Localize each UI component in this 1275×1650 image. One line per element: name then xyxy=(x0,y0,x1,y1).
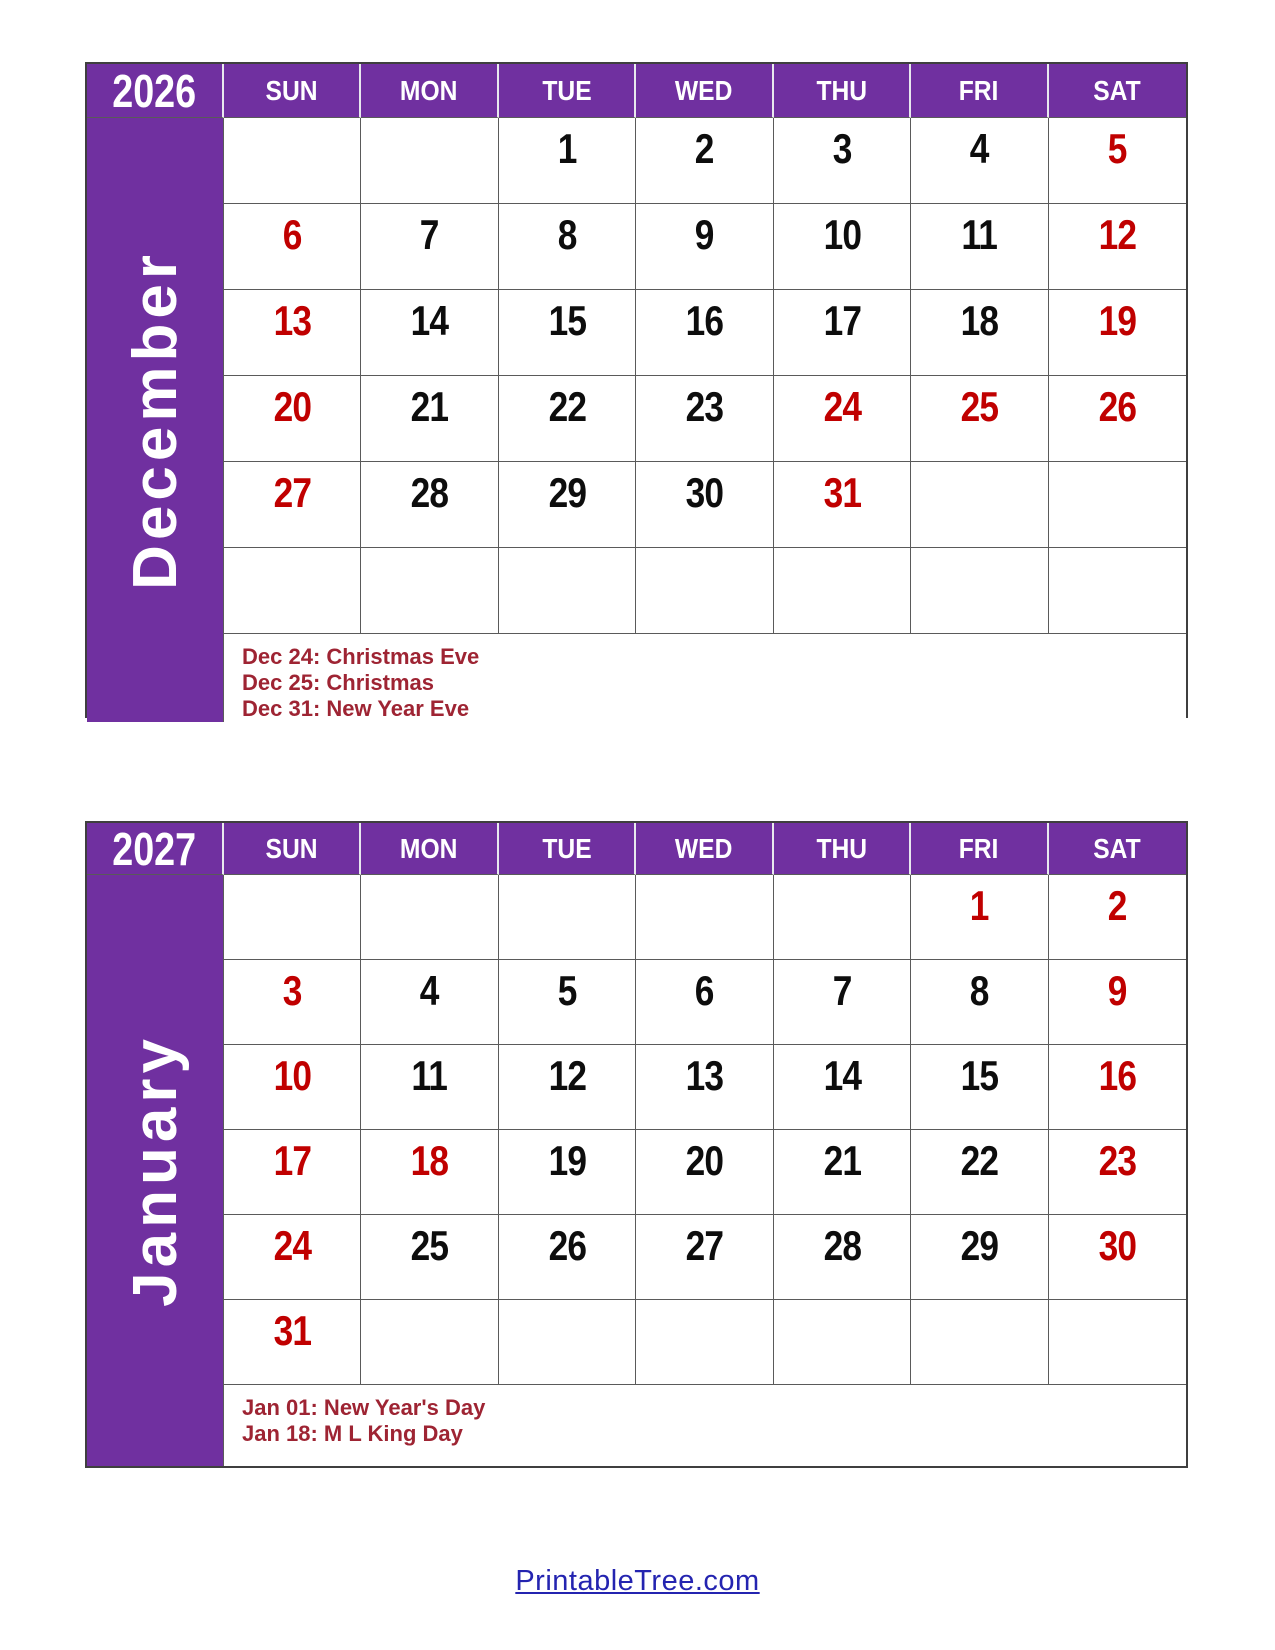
day-cell-january-6 xyxy=(636,960,773,1045)
day-number: 7 xyxy=(420,211,440,258)
day-number: 11 xyxy=(411,1052,448,1099)
day-cell-january-7 xyxy=(774,960,911,1045)
day-cell-january-24 xyxy=(224,1215,361,1300)
day-cell-december-27 xyxy=(224,462,361,548)
day-cell-december-12 xyxy=(1049,204,1186,290)
day-cell-empty xyxy=(224,875,361,960)
day-cell-january-12 xyxy=(499,1045,636,1130)
day-number: 10 xyxy=(273,1052,311,1099)
day-cell-empty xyxy=(499,1300,636,1385)
day-number: 1 xyxy=(969,882,989,929)
day-number: 17 xyxy=(273,1137,311,1184)
day-number: 2 xyxy=(695,125,714,172)
day-cell-empty xyxy=(636,875,773,960)
day-number: 10 xyxy=(823,211,861,258)
day-cell-december-23 xyxy=(636,376,773,462)
day-number: 2 xyxy=(1107,882,1127,929)
day-cell-january-18 xyxy=(361,1130,498,1215)
day-number: 15 xyxy=(548,297,586,344)
day-cell-december-21 xyxy=(361,376,498,462)
day-cell-december-7 xyxy=(361,204,498,290)
day-cell-january-13 xyxy=(636,1045,773,1130)
day-number: 3 xyxy=(282,967,302,1014)
calendar-december-2026 xyxy=(85,62,1188,721)
day-number: 7 xyxy=(832,967,852,1014)
day-number: 4 xyxy=(420,967,440,1014)
day-header-sat xyxy=(1049,823,1186,875)
day-number: 3 xyxy=(832,125,852,172)
day-number: 5 xyxy=(1107,125,1127,172)
day-cell-december-1 xyxy=(499,118,636,204)
day-cell-december-9 xyxy=(636,204,773,290)
day-cell-december-31 xyxy=(774,462,911,548)
day-header-text: SAT xyxy=(1093,74,1141,106)
day-number: 8 xyxy=(557,211,577,258)
day-cell-december-26 xyxy=(1049,376,1186,462)
day-number: 12 xyxy=(548,1052,586,1099)
holiday-note: Dec 24: Christmas Eve xyxy=(242,644,480,669)
day-number: 13 xyxy=(273,297,311,344)
day-cell-december-24 xyxy=(774,376,911,462)
day-number: 24 xyxy=(273,1222,311,1269)
day-cell-january-23 xyxy=(1049,1130,1186,1215)
day-header-fri xyxy=(911,64,1048,118)
day-cell-empty xyxy=(1049,462,1186,548)
day-cell-december-13 xyxy=(224,290,361,376)
day-number: 22 xyxy=(548,383,586,430)
day-cell-december-15 xyxy=(499,290,636,376)
day-cell-empty xyxy=(636,548,773,634)
day-number: 29 xyxy=(548,469,586,516)
day-header-text: MON xyxy=(400,74,458,106)
day-cell-january-31 xyxy=(224,1300,361,1385)
day-cell-january-20 xyxy=(636,1130,773,1215)
day-header-wed xyxy=(636,64,773,118)
day-header-mon xyxy=(361,823,498,875)
day-cell-empty xyxy=(224,548,361,634)
day-cell-empty xyxy=(911,1300,1048,1385)
day-cell-empty xyxy=(1049,1300,1186,1385)
day-number: 20 xyxy=(685,1137,724,1184)
day-number: 25 xyxy=(410,1222,449,1269)
day-cell-empty xyxy=(499,548,636,634)
day-cell-january-14 xyxy=(774,1045,911,1130)
day-cell-january-25 xyxy=(361,1215,498,1300)
year-label xyxy=(87,64,224,118)
day-cell-empty xyxy=(911,462,1048,548)
day-number: 20 xyxy=(273,383,311,430)
day-header-text: THU xyxy=(816,832,867,864)
day-cell-empty xyxy=(224,118,361,204)
year-text: 2026 xyxy=(112,64,197,117)
day-cell-january-27 xyxy=(636,1215,773,1300)
day-number: 6 xyxy=(282,211,302,258)
day-cell-january-15 xyxy=(911,1045,1048,1130)
day-number: 17 xyxy=(823,297,861,344)
day-cell-january-1 xyxy=(911,875,1048,960)
day-header-fri xyxy=(911,823,1048,875)
day-number: 26 xyxy=(548,1222,586,1269)
day-cell-january-10 xyxy=(224,1045,361,1130)
day-cell-january-17 xyxy=(224,1130,361,1215)
day-cell-january-4 xyxy=(361,960,498,1045)
holiday-notes-december xyxy=(224,634,1186,722)
day-cell-december-25 xyxy=(911,376,1048,462)
day-number: 14 xyxy=(410,297,449,344)
day-number: 24 xyxy=(823,383,861,430)
day-header-text: WED xyxy=(675,74,733,106)
day-header-text: TUE xyxy=(541,832,592,864)
day-cell-december-4 xyxy=(911,118,1048,204)
day-cell-empty xyxy=(499,875,636,960)
year-text: 2027 xyxy=(112,823,197,875)
day-number: 22 xyxy=(960,1137,999,1184)
day-number: 13 xyxy=(685,1052,724,1099)
day-cell-december-10 xyxy=(774,204,911,290)
day-number: 28 xyxy=(823,1222,861,1269)
day-cell-january-30 xyxy=(1049,1215,1186,1300)
day-number: 25 xyxy=(960,383,999,430)
holiday-notes-january xyxy=(224,1385,1186,1466)
day-number: 16 xyxy=(1098,1052,1137,1099)
day-number: 14 xyxy=(823,1052,861,1099)
day-number: 26 xyxy=(1098,383,1137,430)
day-cell-empty xyxy=(361,548,498,634)
day-cell-december-22 xyxy=(499,376,636,462)
day-number: 27 xyxy=(685,1222,724,1269)
day-number: 4 xyxy=(969,125,989,172)
day-cell-december-11 xyxy=(911,204,1048,290)
day-cell-december-3 xyxy=(774,118,911,204)
day-header-tue xyxy=(499,823,636,875)
day-cell-january-16 xyxy=(1049,1045,1186,1130)
day-cell-january-2 xyxy=(1049,875,1186,960)
day-cell-empty xyxy=(774,548,911,634)
month-sidebar-december xyxy=(87,118,224,722)
day-number: 23 xyxy=(685,383,724,430)
day-cell-december-8 xyxy=(499,204,636,290)
day-header-text: SUN xyxy=(265,74,318,106)
holiday-note: Jan 01: New Year's Day xyxy=(242,1395,486,1420)
day-header-mon xyxy=(361,64,498,118)
day-cell-december-20 xyxy=(224,376,361,462)
day-header-text: TUE xyxy=(541,74,592,106)
day-header-text: FRI xyxy=(959,74,999,106)
day-number: 5 xyxy=(557,967,577,1014)
footer xyxy=(0,1565,1275,1598)
day-cell-january-28 xyxy=(774,1215,911,1300)
day-cell-january-29 xyxy=(911,1215,1048,1300)
month-label: December xyxy=(120,250,190,590)
day-number: 30 xyxy=(1098,1222,1137,1269)
day-number: 16 xyxy=(685,297,724,344)
day-number: 8 xyxy=(969,967,989,1014)
day-number: 15 xyxy=(960,1052,999,1099)
day-cell-empty xyxy=(636,1300,773,1385)
day-cell-january-22 xyxy=(911,1130,1048,1215)
day-header-thu xyxy=(774,823,911,875)
day-cell-empty xyxy=(361,118,498,204)
day-number: 31 xyxy=(273,1307,311,1354)
day-header-thu xyxy=(774,64,911,118)
calendar-january-2027 xyxy=(85,821,1188,1468)
day-cell-january-8 xyxy=(911,960,1048,1045)
day-cell-empty xyxy=(1049,548,1186,634)
day-cell-december-29 xyxy=(499,462,636,548)
day-number: 18 xyxy=(410,1137,449,1184)
day-cell-empty xyxy=(774,1300,911,1385)
day-cell-december-2 xyxy=(636,118,773,204)
day-header-wed xyxy=(636,823,773,875)
day-cell-empty xyxy=(361,1300,498,1385)
month-sidebar-january xyxy=(87,875,224,1466)
day-cell-december-6 xyxy=(224,204,361,290)
day-header-text: FRI xyxy=(959,832,999,864)
day-header-text: THU xyxy=(816,74,867,106)
day-cell-january-21 xyxy=(774,1130,911,1215)
day-header-tue xyxy=(499,64,636,118)
day-cell-january-5 xyxy=(499,960,636,1045)
day-number: 11 xyxy=(961,211,998,258)
day-cell-december-5 xyxy=(1049,118,1186,204)
day-header-sat xyxy=(1049,64,1186,118)
day-header-sun xyxy=(224,823,361,875)
day-number: 23 xyxy=(1098,1137,1137,1184)
day-number: 27 xyxy=(273,469,311,516)
day-cell-december-30 xyxy=(636,462,773,548)
day-cell-january-9 xyxy=(1049,960,1186,1045)
day-number: 30 xyxy=(685,469,724,516)
day-cell-december-18 xyxy=(911,290,1048,376)
day-number: 19 xyxy=(548,1137,586,1184)
day-number: 29 xyxy=(960,1222,999,1269)
day-header-text: WED xyxy=(675,832,733,864)
day-cell-january-19 xyxy=(499,1130,636,1215)
day-number: 21 xyxy=(823,1137,861,1184)
holiday-note: Jan 18: M L King Day xyxy=(242,1421,463,1446)
holiday-note: Dec 31: New Year Eve xyxy=(242,696,470,721)
day-number: 31 xyxy=(823,469,861,516)
day-cell-december-16 xyxy=(636,290,773,376)
year-label xyxy=(87,823,224,875)
day-header-text: SAT xyxy=(1093,832,1141,864)
day-header-sun xyxy=(224,64,361,118)
day-cell-december-17 xyxy=(774,290,911,376)
day-number: 9 xyxy=(1107,967,1127,1014)
day-number: 21 xyxy=(410,383,449,430)
day-cell-january-11 xyxy=(361,1045,498,1130)
day-number: 6 xyxy=(695,967,714,1014)
day-number: 28 xyxy=(410,469,449,516)
printabletree-link[interactable]: PrintableTree.com xyxy=(515,1565,760,1597)
day-number: 18 xyxy=(960,297,999,344)
day-number: 1 xyxy=(557,125,577,172)
day-header-text: SUN xyxy=(265,832,318,864)
day-number: 9 xyxy=(695,211,714,258)
day-cell-january-26 xyxy=(499,1215,636,1300)
day-cell-december-19 xyxy=(1049,290,1186,376)
day-header-text: MON xyxy=(400,832,458,864)
day-cell-empty xyxy=(911,548,1048,634)
day-number: 19 xyxy=(1098,297,1137,344)
day-cell-december-14 xyxy=(361,290,498,376)
month-label: January xyxy=(120,1034,190,1307)
day-cell-december-28 xyxy=(361,462,498,548)
day-cell-empty xyxy=(774,875,911,960)
day-cell-january-3 xyxy=(224,960,361,1045)
day-number: 12 xyxy=(1098,211,1137,258)
day-cell-empty xyxy=(361,875,498,960)
holiday-note: Dec 25: Christmas xyxy=(242,670,434,695)
